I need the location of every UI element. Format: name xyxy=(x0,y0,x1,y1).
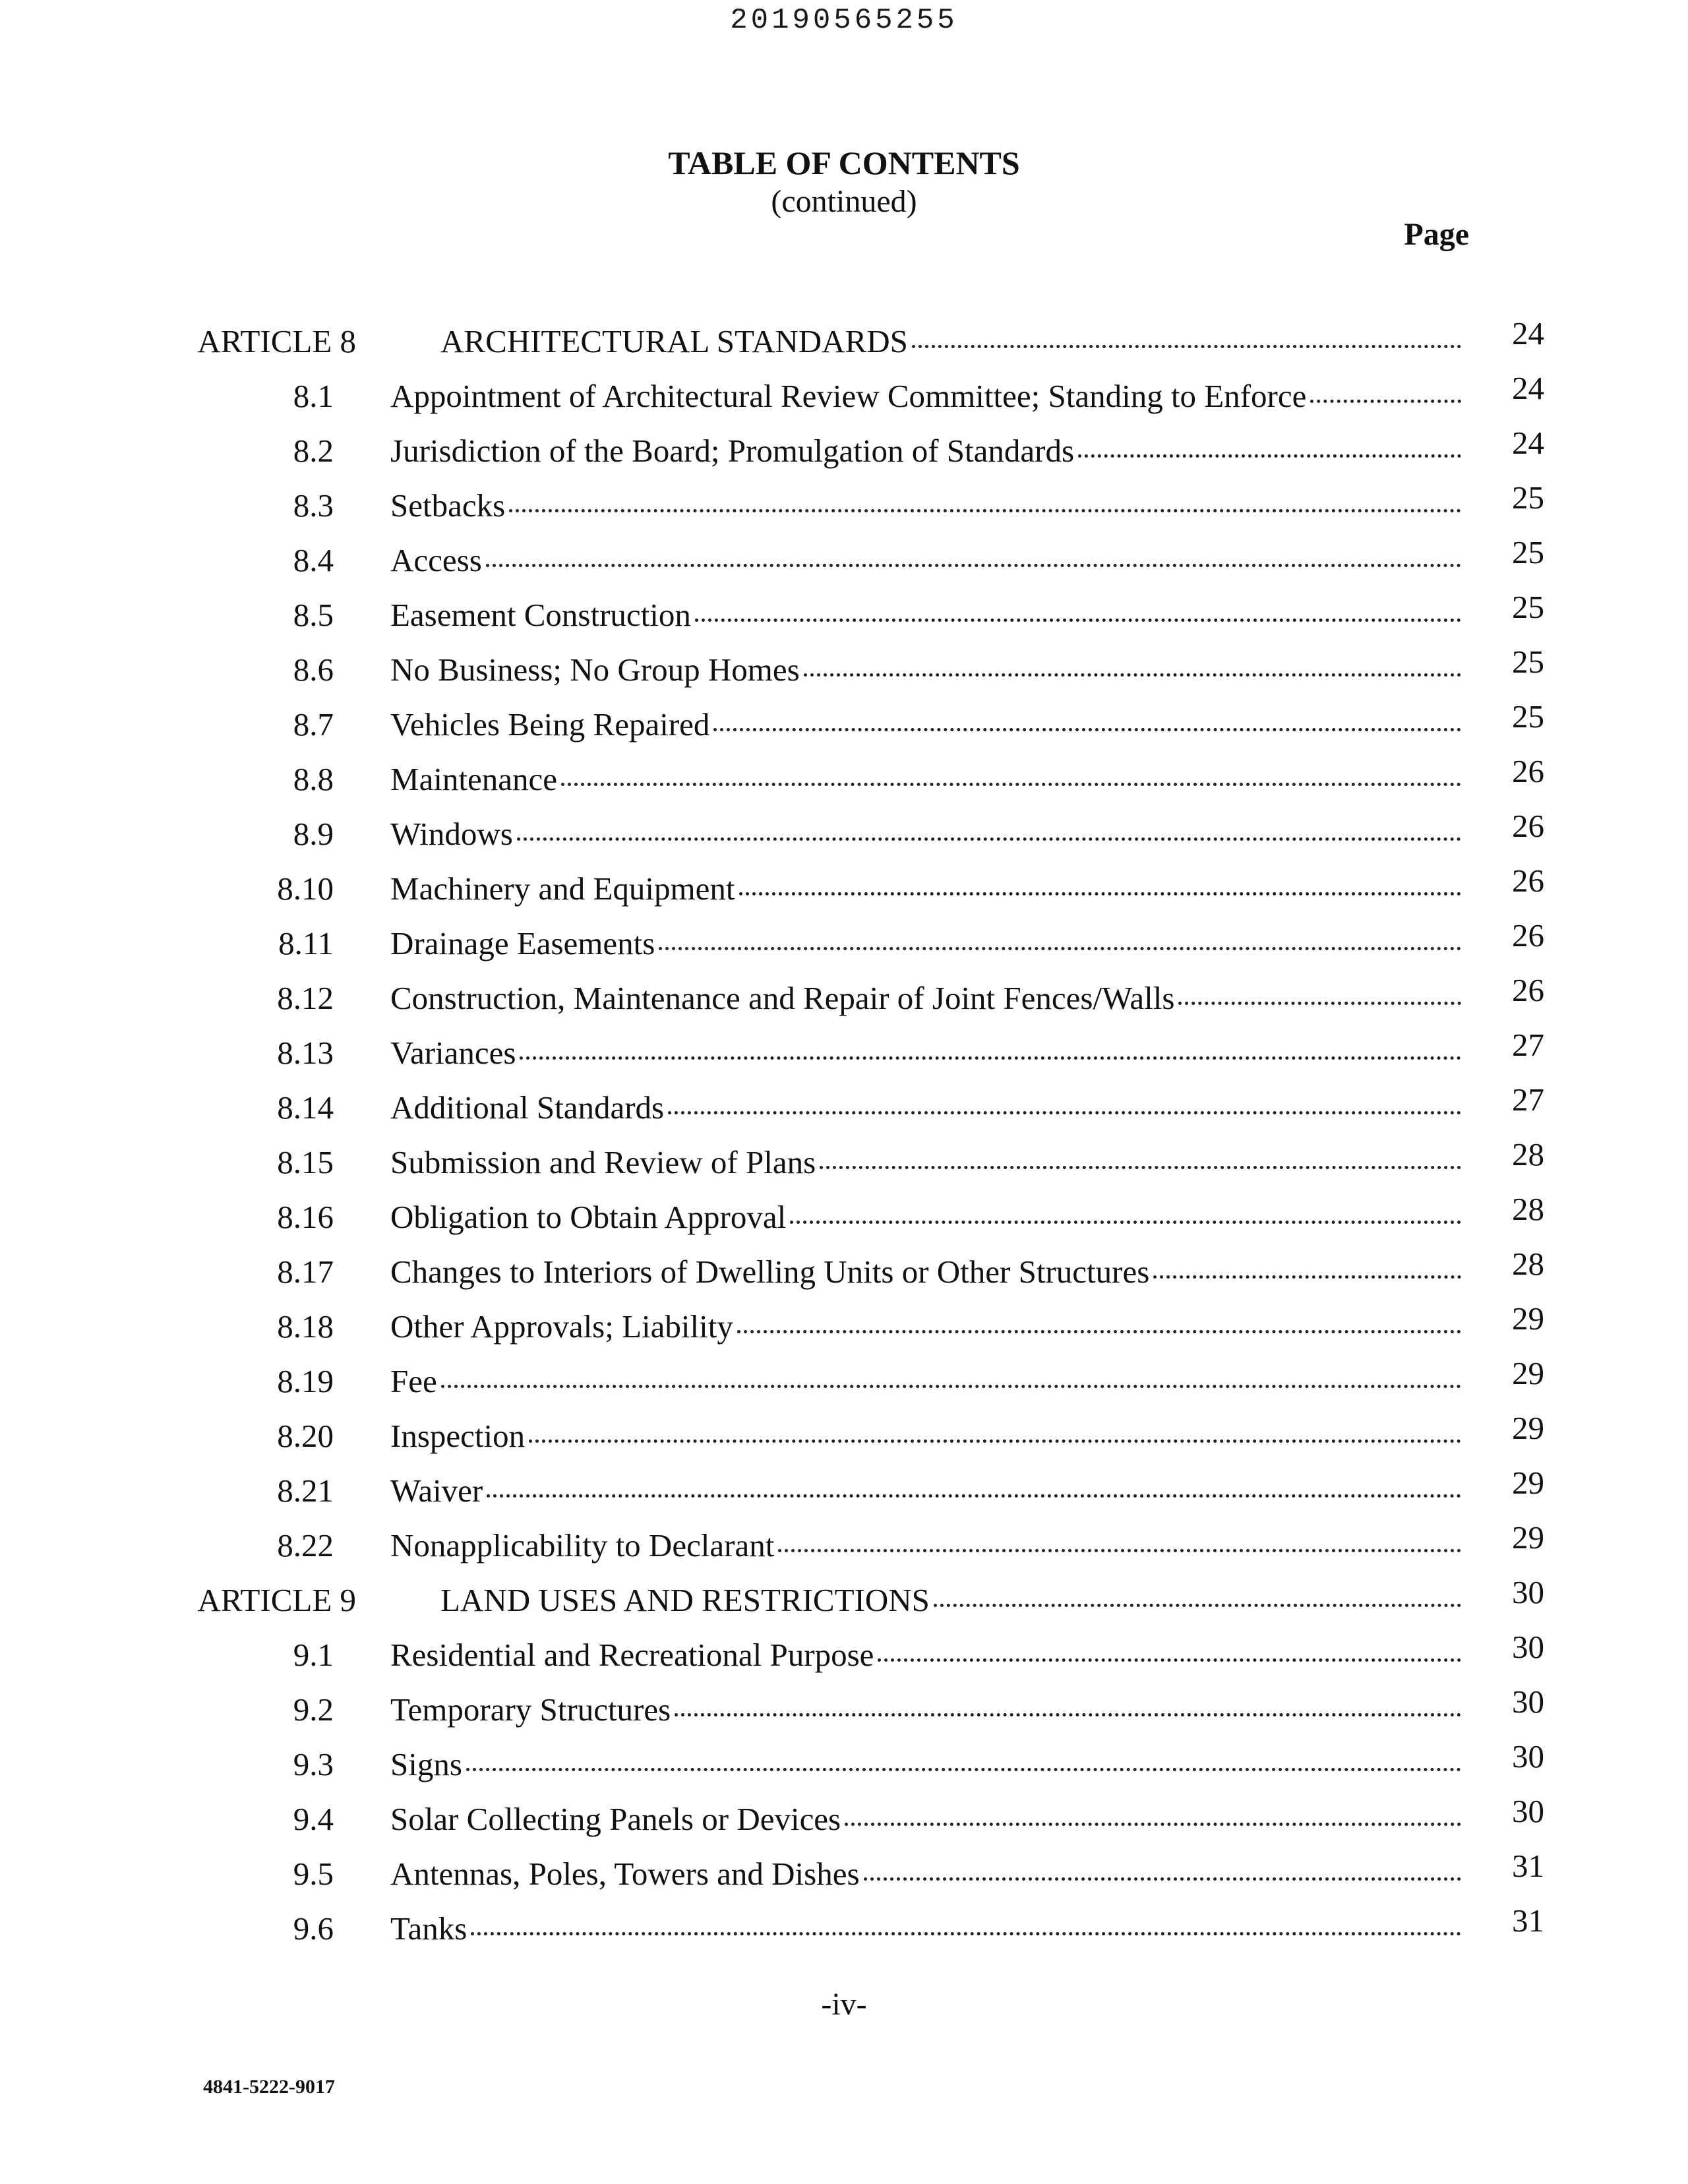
toc-entry-title: Waiver xyxy=(390,1472,483,1509)
toc-entry-line xyxy=(390,1143,1465,1182)
dot-leader xyxy=(509,509,1461,512)
toc-entry-page: 29 xyxy=(1512,1410,1544,1446)
toc-section-row xyxy=(0,1519,1688,1581)
toc-section-row xyxy=(0,1629,1688,1690)
dot-leader xyxy=(804,673,1461,677)
toc-section-row xyxy=(0,534,1688,595)
toc-entry-line xyxy=(390,1800,1465,1839)
dot-leader xyxy=(466,1768,1461,1771)
dot-leader xyxy=(737,1330,1461,1333)
toc-entry-line xyxy=(440,322,1465,361)
toc-entry-line xyxy=(390,1198,1465,1237)
dot-leader xyxy=(695,619,1461,622)
toc-entry-number: 9.5 xyxy=(293,1856,334,1892)
toc-entry-title: Access xyxy=(390,542,482,578)
toc-section-row xyxy=(0,1902,1688,1964)
toc-entry-title: Windows xyxy=(390,816,513,852)
toc-entry-page: 27 xyxy=(1512,1081,1544,1118)
page-subtitle: (continued) xyxy=(771,184,917,219)
toc-entry-page: 29 xyxy=(1512,1355,1544,1391)
toc-entry-number: 8.3 xyxy=(293,487,334,524)
dot-leader xyxy=(912,345,1461,348)
toc-entry-line xyxy=(390,595,1465,635)
toc-article-row xyxy=(0,315,1688,377)
toc-section-row xyxy=(0,1684,1688,1745)
toc-entry-page: 26 xyxy=(1512,863,1544,899)
dot-leader xyxy=(1153,1275,1461,1279)
toc-entry-title: Setbacks xyxy=(390,487,506,524)
toc-section-row xyxy=(0,972,1688,1033)
toc-entry-page: 29 xyxy=(1512,1300,1544,1337)
toc-entry-line xyxy=(390,541,1465,580)
toc-entry-title: Appointment of Architectural Review Committee; Standing to Enforce xyxy=(390,378,1307,414)
dot-leader xyxy=(934,1604,1461,1607)
toc-entry-line xyxy=(390,924,1465,963)
toc-entry-page: 29 xyxy=(1512,1465,1544,1501)
dot-leader xyxy=(1178,1002,1461,1005)
toc-entry-page: 28 xyxy=(1512,1191,1544,1227)
toc-entry-page: 26 xyxy=(1512,972,1544,1008)
toc-entry-title: Solar Collecting Panels or Devices xyxy=(390,1801,841,1837)
toc-entry-line xyxy=(390,1088,1465,1128)
toc-entry-number: 8.12 xyxy=(277,980,334,1016)
dot-leader xyxy=(778,1549,1461,1552)
toc-entry-title: Obligation to Obtain Approval xyxy=(390,1199,787,1235)
toc-entry-title: Signs xyxy=(390,1746,462,1782)
toc-entry-line xyxy=(390,1307,1465,1347)
toc-entry-page: 26 xyxy=(1512,753,1544,789)
toc-section-row xyxy=(0,589,1688,650)
toc-entry-line xyxy=(390,1909,1465,1949)
dot-leader xyxy=(878,1658,1461,1662)
toc-entry-page: 29 xyxy=(1512,1519,1544,1556)
toc-entry-number: 9.1 xyxy=(293,1637,334,1673)
toc-entry-number: ARTICLE 9 xyxy=(197,1582,356,1618)
toc-entry-title: Drainage Easements xyxy=(390,925,655,961)
toc-entry-title: Easement Construction xyxy=(390,597,691,633)
toc-entry-title: Maintenance xyxy=(390,761,558,797)
toc-entry-number: 8.15 xyxy=(277,1144,334,1180)
toc-entry-line xyxy=(390,1854,1465,1894)
toc-entry-title: Temporary Structures xyxy=(390,1691,671,1728)
toc-section-row xyxy=(0,753,1688,814)
dot-leader xyxy=(675,1713,1461,1716)
toc-entry-number: 8.10 xyxy=(277,870,334,907)
dot-leader xyxy=(1078,454,1461,458)
toc-section-row xyxy=(0,1246,1688,1307)
toc-entry-line xyxy=(440,1581,1465,1620)
toc-entry-title: Variances xyxy=(390,1035,516,1071)
toc-entry-line xyxy=(390,1635,1465,1675)
toc-entry-number: 8.20 xyxy=(277,1418,334,1454)
dot-leader xyxy=(487,1494,1461,1498)
dot-leader xyxy=(864,1877,1461,1881)
toc-entry-line xyxy=(390,1362,1465,1401)
toc-entry-line xyxy=(390,869,1465,909)
toc-entry-line xyxy=(390,377,1465,416)
toc-entry-number: 8.13 xyxy=(277,1035,334,1071)
toc-entry-title: Antennas, Poles, Towers and Dishes xyxy=(390,1856,860,1892)
dot-leader xyxy=(790,1221,1461,1224)
toc-section-row xyxy=(0,863,1688,924)
toc-entry-page: 27 xyxy=(1512,1027,1544,1063)
toc-entry-number: 8.17 xyxy=(277,1254,334,1290)
toc-section-row xyxy=(0,1191,1688,1252)
toc-entry-page: 30 xyxy=(1512,1793,1544,1829)
toc-entry-number: 9.6 xyxy=(293,1910,334,1947)
toc-entry-number: 9.4 xyxy=(293,1801,334,1837)
toc-entry-line xyxy=(390,1416,1465,1456)
dot-leader xyxy=(486,564,1461,567)
toc-section-row xyxy=(0,698,1688,760)
toc-entry-number: 8.5 xyxy=(293,597,334,633)
toc-section-row xyxy=(0,479,1688,541)
dot-leader xyxy=(517,837,1461,841)
document-code: 4841-5222-9017 xyxy=(203,2076,335,2098)
toc-entry-title: LAND USES AND RESTRICTIONS xyxy=(440,1582,930,1618)
dot-leader xyxy=(1310,400,1461,403)
toc-entry-title: Jurisdiction of the Board; Promulgation of Standards xyxy=(390,433,1075,469)
toc-entry-line xyxy=(390,1690,1465,1730)
toc-entry-number: 9.3 xyxy=(293,1746,334,1782)
toc-entry-number: 8.18 xyxy=(277,1308,334,1345)
toc-entry-line xyxy=(390,1471,1465,1511)
toc-section-row xyxy=(0,1465,1688,1526)
toc-entry-title: Fee xyxy=(390,1363,437,1399)
toc-entry-line xyxy=(390,650,1465,690)
toc-entry-title: Tanks xyxy=(390,1910,467,1947)
page-column-header: Page xyxy=(1404,217,1469,252)
toc-entry-line xyxy=(390,1033,1465,1073)
toc-entry-number: 8.19 xyxy=(277,1363,334,1399)
toc-entry-number: 8.6 xyxy=(293,652,334,688)
toc-entry-page: 28 xyxy=(1512,1246,1544,1282)
toc-entry-title: Submission and Review of Plans xyxy=(390,1144,816,1180)
toc-entry-number: 8.14 xyxy=(277,1089,334,1126)
dot-leader xyxy=(471,1932,1461,1935)
toc-entry-page: 26 xyxy=(1512,808,1544,844)
toc-entry-title: ARCHITECTURAL STANDARDS xyxy=(440,323,908,359)
toc-entry-number: 8.8 xyxy=(293,761,334,797)
toc-section-row xyxy=(0,644,1688,705)
toc-section-row xyxy=(0,808,1688,869)
toc-section-row xyxy=(0,425,1688,486)
toc-entry-title: Machinery and Equipment xyxy=(390,870,735,907)
toc-entry-number: 8.4 xyxy=(293,542,334,578)
dot-leader xyxy=(520,1056,1461,1060)
toc-entry-line xyxy=(390,979,1465,1018)
toc-entry-title: Other Approvals; Liability xyxy=(390,1308,733,1345)
toc-entry-page: 31 xyxy=(1512,1848,1544,1884)
toc-entry-page: 30 xyxy=(1512,1684,1544,1720)
toc-entry-page: 25 xyxy=(1512,589,1544,625)
toc-section-row xyxy=(0,1355,1688,1416)
toc-entry-line xyxy=(390,1745,1465,1784)
toc-entry-line xyxy=(390,1526,1465,1565)
toc-section-row xyxy=(0,370,1688,431)
toc-entry-number: 8.11 xyxy=(278,925,334,961)
toc-section-row xyxy=(0,1738,1688,1800)
toc-entry-number: 8.7 xyxy=(293,706,334,743)
toc-entry-number: 8.9 xyxy=(293,816,334,852)
toc-entry-page: 28 xyxy=(1512,1136,1544,1172)
toc-entry-title: No Business; No Group Homes xyxy=(390,652,800,688)
table-of-contents xyxy=(0,315,1688,1964)
toc-entry-title: Inspection xyxy=(390,1418,526,1454)
toc-entry-title: Nonapplicability to Declarant xyxy=(390,1527,775,1563)
toc-entry-number: 9.2 xyxy=(293,1691,334,1728)
toc-entry-line xyxy=(390,814,1465,854)
toc-entry-number: 8.21 xyxy=(277,1472,334,1509)
toc-entry-line xyxy=(390,705,1465,744)
toc-entry-page: 24 xyxy=(1512,370,1544,406)
toc-entry-page: 30 xyxy=(1512,1574,1544,1610)
toc-entry-page: 25 xyxy=(1512,479,1544,516)
toc-section-row xyxy=(0,917,1688,979)
toc-entry-title: Construction, Maintenance and Repair of Joint Fences/Walls xyxy=(390,980,1175,1016)
toc-entry-number: ARTICLE 8 xyxy=(197,323,356,359)
page-title: TABLE OF CONTENTS xyxy=(668,144,1020,181)
toc-section-row xyxy=(0,1793,1688,1854)
dot-leader xyxy=(561,783,1461,786)
toc-entry-number: 8.16 xyxy=(277,1199,334,1235)
toc-entry-line xyxy=(390,760,1465,799)
dot-leader xyxy=(739,892,1461,895)
dot-leader xyxy=(845,1823,1461,1826)
toc-entry-number: 8.1 xyxy=(293,378,334,414)
dot-leader xyxy=(713,728,1461,731)
toc-entry-number: 8.2 xyxy=(293,433,334,469)
toc-entry-line xyxy=(390,431,1465,471)
dot-leader xyxy=(529,1440,1461,1443)
toc-section-row xyxy=(0,1410,1688,1471)
toc-entry-title: Changes to Interiors of Dwelling Units or Other Structures xyxy=(390,1254,1150,1290)
toc-entry-title: Additional Standards xyxy=(390,1089,665,1126)
toc-entry-line xyxy=(390,1252,1465,1292)
toc-entry-page: 24 xyxy=(1512,425,1544,461)
toc-entry-page: 25 xyxy=(1512,534,1544,570)
toc-entry-page: 31 xyxy=(1512,1902,1544,1939)
toc-entry-title: Vehicles Being Repaired xyxy=(390,706,710,743)
toc-entry-line xyxy=(390,486,1465,526)
dot-leader xyxy=(659,947,1461,950)
toc-section-row xyxy=(0,1300,1688,1362)
toc-entry-page: 25 xyxy=(1512,698,1544,735)
toc-article-row xyxy=(0,1574,1688,1635)
page-folio: -iv- xyxy=(821,1987,867,2022)
dot-leader xyxy=(820,1166,1461,1169)
toc-entry-page: 26 xyxy=(1512,917,1544,954)
toc-section-row xyxy=(0,1081,1688,1143)
toc-entry-title: Residential and Recreational Purpose xyxy=(390,1637,874,1673)
document-number: 20190565255 xyxy=(730,4,958,37)
toc-entry-page: 30 xyxy=(1512,1738,1544,1774)
toc-section-row xyxy=(0,1848,1688,1909)
toc-entry-page: 25 xyxy=(1512,644,1544,680)
toc-section-row xyxy=(0,1136,1688,1198)
toc-section-row xyxy=(0,1027,1688,1088)
toc-entry-page: 24 xyxy=(1512,315,1544,351)
toc-entry-page: 30 xyxy=(1512,1629,1544,1665)
toc-entry-number: 8.22 xyxy=(277,1527,334,1563)
dot-leader xyxy=(668,1111,1461,1114)
dot-leader xyxy=(441,1385,1461,1388)
